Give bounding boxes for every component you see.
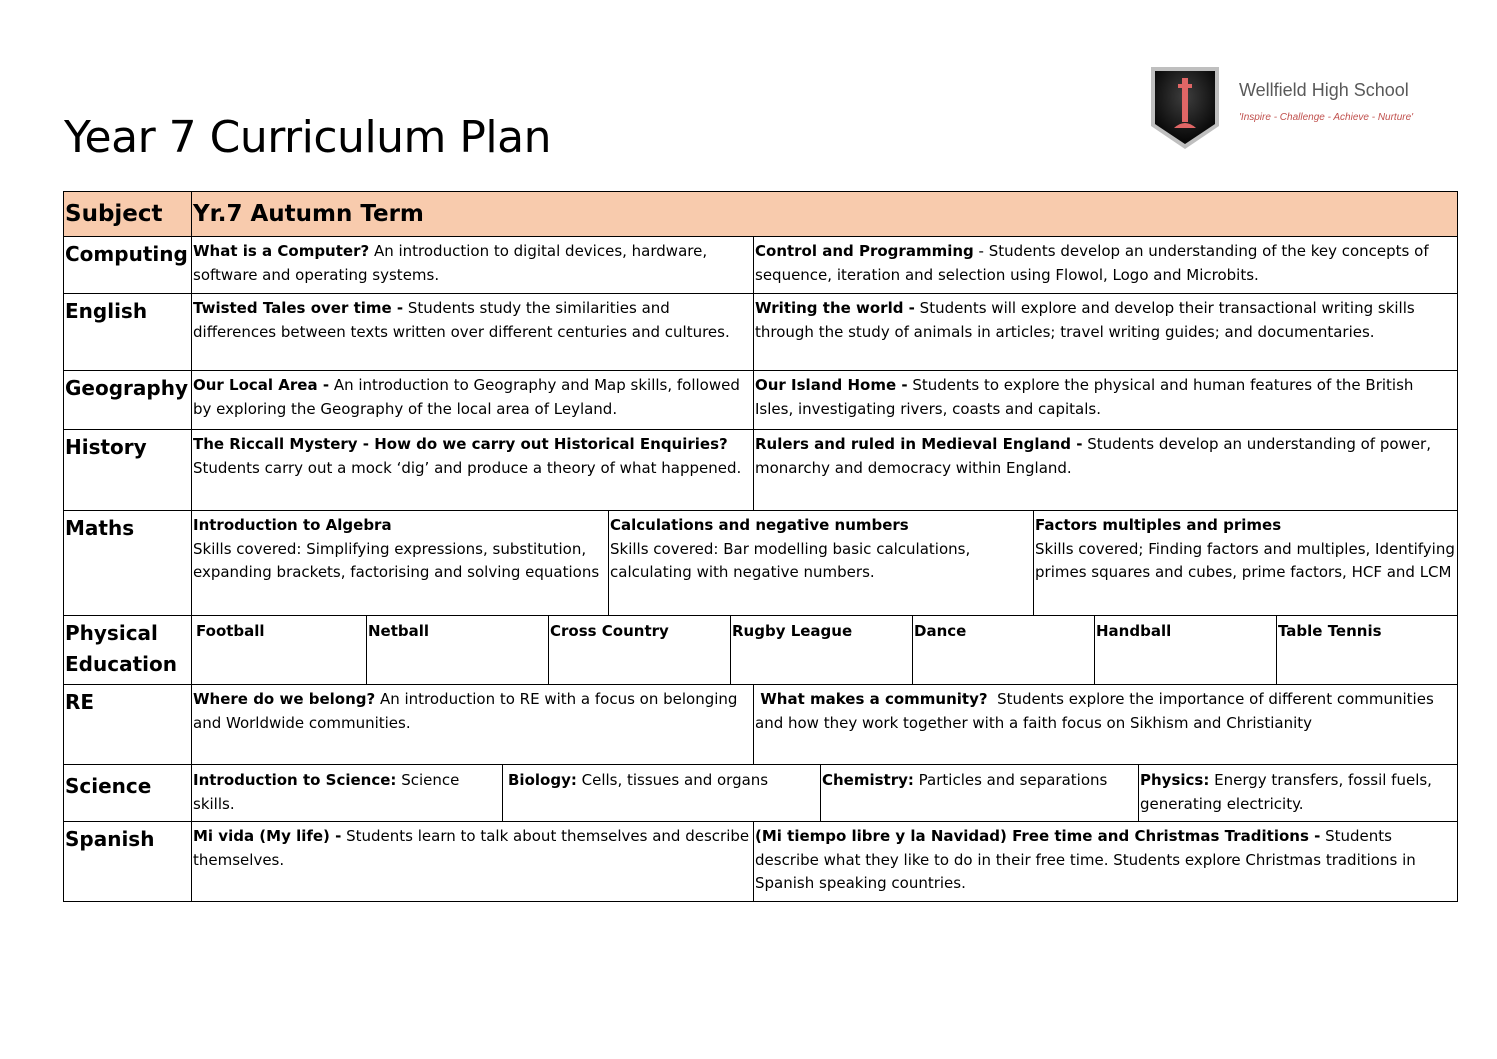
science-topic-2 — [502, 764, 821, 822]
science-topic-1 — [191, 764, 503, 822]
topic-text: Students to explore the physical and human features of the British Isles, investigating rivers, coasts and capitals. — [755, 376, 1414, 418]
spanish-topic-1 — [191, 821, 754, 902]
topic-text: Science skills. — [193, 771, 460, 813]
subject-spanish: Spanish — [63, 821, 192, 902]
subject-geography: Geography — [63, 370, 192, 430]
topic-text: Skills covered: Bar modelling basic calculations, calculating with negative numbers. — [610, 539, 971, 582]
maths-topic-2 — [608, 510, 1034, 616]
topic-title: Physics: — [1140, 771, 1210, 789]
pe-activity: Dance — [912, 615, 1095, 685]
page-title: Year 7 Curriculum Plan — [64, 112, 552, 163]
topic-text: Students study the similarities and differences between texts written over different centuries and cultures. — [193, 299, 730, 341]
topic-title: (Mi tiempo libre y la Navidad) Free time and Christmas Traditions - — [755, 827, 1321, 845]
topic-text: Skills covered; Finding factors and multiples, Identifying primes squares and cubes, prime factors, HCF and LCM — [1035, 539, 1455, 582]
topic-title: Control and Programming — [755, 242, 974, 260]
pe-activity: Handball — [1094, 615, 1277, 685]
subject-history: History — [63, 429, 192, 511]
topic-title: Where do we belong? — [193, 690, 376, 708]
topic-title: Factors multiples and primes — [1035, 516, 1282, 534]
header-subject-cell: Subject — [63, 191, 192, 237]
topic-title: Calculations and negative numbers — [610, 516, 909, 534]
topic-title: Chemistry: — [822, 771, 914, 789]
history-topic-1 — [191, 429, 754, 511]
topic-title: Twisted Tales over time - — [193, 299, 404, 317]
geography-topic-1 — [191, 370, 754, 430]
topic-text: Particles and separations — [913, 771, 1108, 789]
re-topic-1 — [191, 684, 754, 765]
topic-text: Students learn to talk about themselves and describe themselves. — [193, 827, 750, 869]
header-term-cell: Yr.7 Autumn Term — [191, 191, 1458, 237]
english-topic-1 — [191, 293, 754, 371]
pe-activity: Rugby League — [730, 615, 913, 685]
topic-title: Our Local Area - — [193, 376, 330, 394]
topic-text: An introduction to digital devices, hardware, software and operating systems. — [193, 242, 708, 284]
subject-science: Science — [63, 764, 192, 822]
topic-title: What makes a community? — [755, 690, 988, 708]
subject-re: RE — [63, 684, 192, 765]
school-motto: 'Inspire - Challenge - Achieve - Nurture' — [1239, 112, 1414, 123]
topic-text: Students carry out a mock ‘dig’ and produce a theory of what happened. — [193, 458, 742, 477]
topic-title: Rulers and ruled in Medieval England - — [755, 435, 1083, 453]
science-topic-3 — [820, 764, 1139, 822]
topic-title: Introduction to Science: — [193, 771, 397, 789]
subject-physical-education — [63, 615, 192, 685]
computing-topic-1 — [191, 236, 754, 294]
geography-topic-2 — [753, 370, 1458, 430]
re-topic-2 — [753, 684, 1458, 765]
topic-text: Cells, tissues and organs — [576, 771, 769, 789]
topic-text: Skills covered: Simplifying expressions, substitution, expanding brackets, factorising and solving equations — [193, 539, 600, 582]
school-name: Wellfield High School — [1239, 80, 1409, 100]
topic-text: Students develop an understanding of power, monarchy and democracy within England. — [755, 435, 1431, 477]
pe-activity: Netball — [366, 615, 549, 685]
topic-title: Mi vida (My life) - — [193, 827, 342, 845]
topic-text: - Students develop an understanding of the key concepts of sequence, iteration and selection using Flowol, Logo and Microbits. — [755, 242, 1429, 284]
science-topic-4 — [1138, 764, 1458, 822]
subject-maths: Maths — [63, 510, 192, 616]
computing-topic-2 — [753, 236, 1458, 294]
topic-title: Writing the world - — [755, 299, 915, 317]
subject-english: English — [63, 293, 192, 371]
pe-activity: Football — [191, 615, 367, 685]
pe-activity: Table Tennis — [1276, 615, 1458, 685]
topic-text: An introduction to RE with a focus on belonging and Worldwide communities. — [193, 690, 738, 732]
maths-topic-3 — [1033, 510, 1458, 616]
topic-text: Students explore the importance of different communities and how they work together with a faith focus on Sikhism and Christianity — [755, 690, 1439, 732]
topic-title: Introduction to Algebra — [193, 516, 392, 534]
topic-text: An introduction to Geography and Map skills, followed by exploring the Geography of the local area of Leyland. — [193, 376, 740, 418]
topic-text: Energy transfers, fossil fuels, generating electricity. — [1140, 771, 1432, 813]
subject-computing: Computing — [63, 236, 192, 294]
spanish-topic-2 — [753, 821, 1458, 902]
history-topic-2 — [753, 429, 1458, 511]
topic-title: What is a Computer? — [193, 242, 370, 260]
topic-text: Students describe what they like to do in their free time. Students explore Christmas traditions in Spanish speaking countries. — [755, 827, 1416, 893]
subject-line: Physical — [65, 621, 158, 645]
pe-activity: Cross Country — [548, 615, 731, 685]
topic-title: The Riccall Mystery - How do we carry out Historical Enquiries? — [193, 435, 728, 453]
topic-text: Students will explore and develop their transactional writing skills through the study of animals in articles; travel writing guides; and documentaries. — [755, 299, 1415, 341]
topic-title: Biology: — [508, 771, 577, 789]
maths-topic-1 — [191, 510, 609, 616]
subject-line: Education — [65, 652, 177, 676]
topic-title: Our Island Home - — [755, 376, 908, 394]
english-topic-2 — [753, 293, 1458, 371]
